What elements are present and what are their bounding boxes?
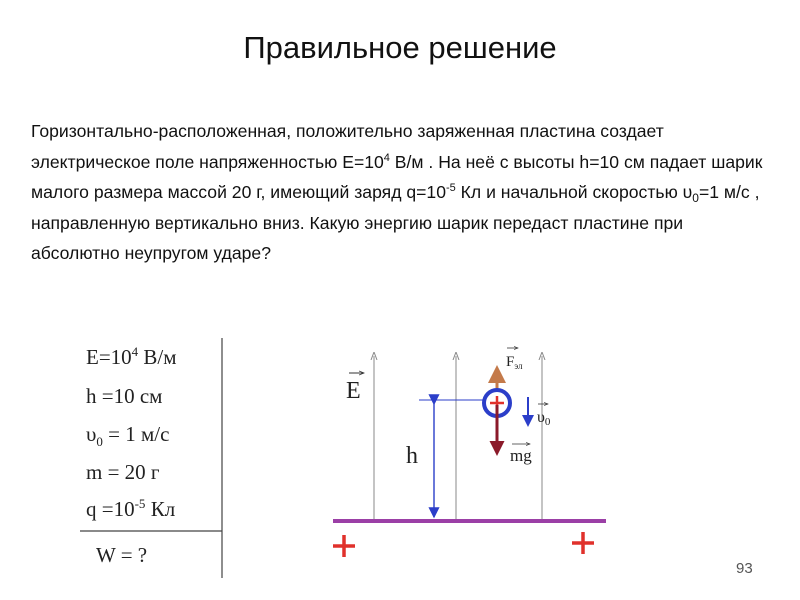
given-mass: m = 20 г — [86, 460, 160, 484]
weight-label: mg — [510, 446, 532, 465]
page-number: 93 — [736, 560, 753, 577]
field-lines — [374, 356, 542, 520]
problem-text: Горизонтально-расположенная, положительно заряженная пластина создает электрическое поле напряженностью $E=10^4$ В/м . На неё с высоты h=10 см падает шарик малого размера массой 20 г, имеющий заряд $q=10^{-5}$ Кл и начальной скоростью $\upsilon_0=1$ м/с , направленную вертикально вниз. Какую энергию шарик передаст пластине при абсолютно неупругом ударе? — [31, 121, 763, 263]
given-velocity: $\upsilon_0 = 1$ м/с — [86, 422, 170, 449]
given-field-strength: $E=10^4$ В/м — [86, 344, 177, 369]
velocity-label: υ0 — [537, 409, 551, 428]
field-label: E — [346, 378, 361, 404]
force-label: $F_{эл}$ — [506, 354, 523, 371]
find-quantity: W = ? — [96, 543, 148, 567]
given-charge: $q =10^{-5}$ Кл — [86, 496, 176, 521]
plate-plus-left — [333, 535, 355, 557]
given-height: h =10 см — [86, 384, 163, 408]
plate-plus-right — [572, 532, 594, 554]
slide-title: Правильное решение — [243, 30, 557, 65]
height-label: h — [406, 443, 418, 469]
